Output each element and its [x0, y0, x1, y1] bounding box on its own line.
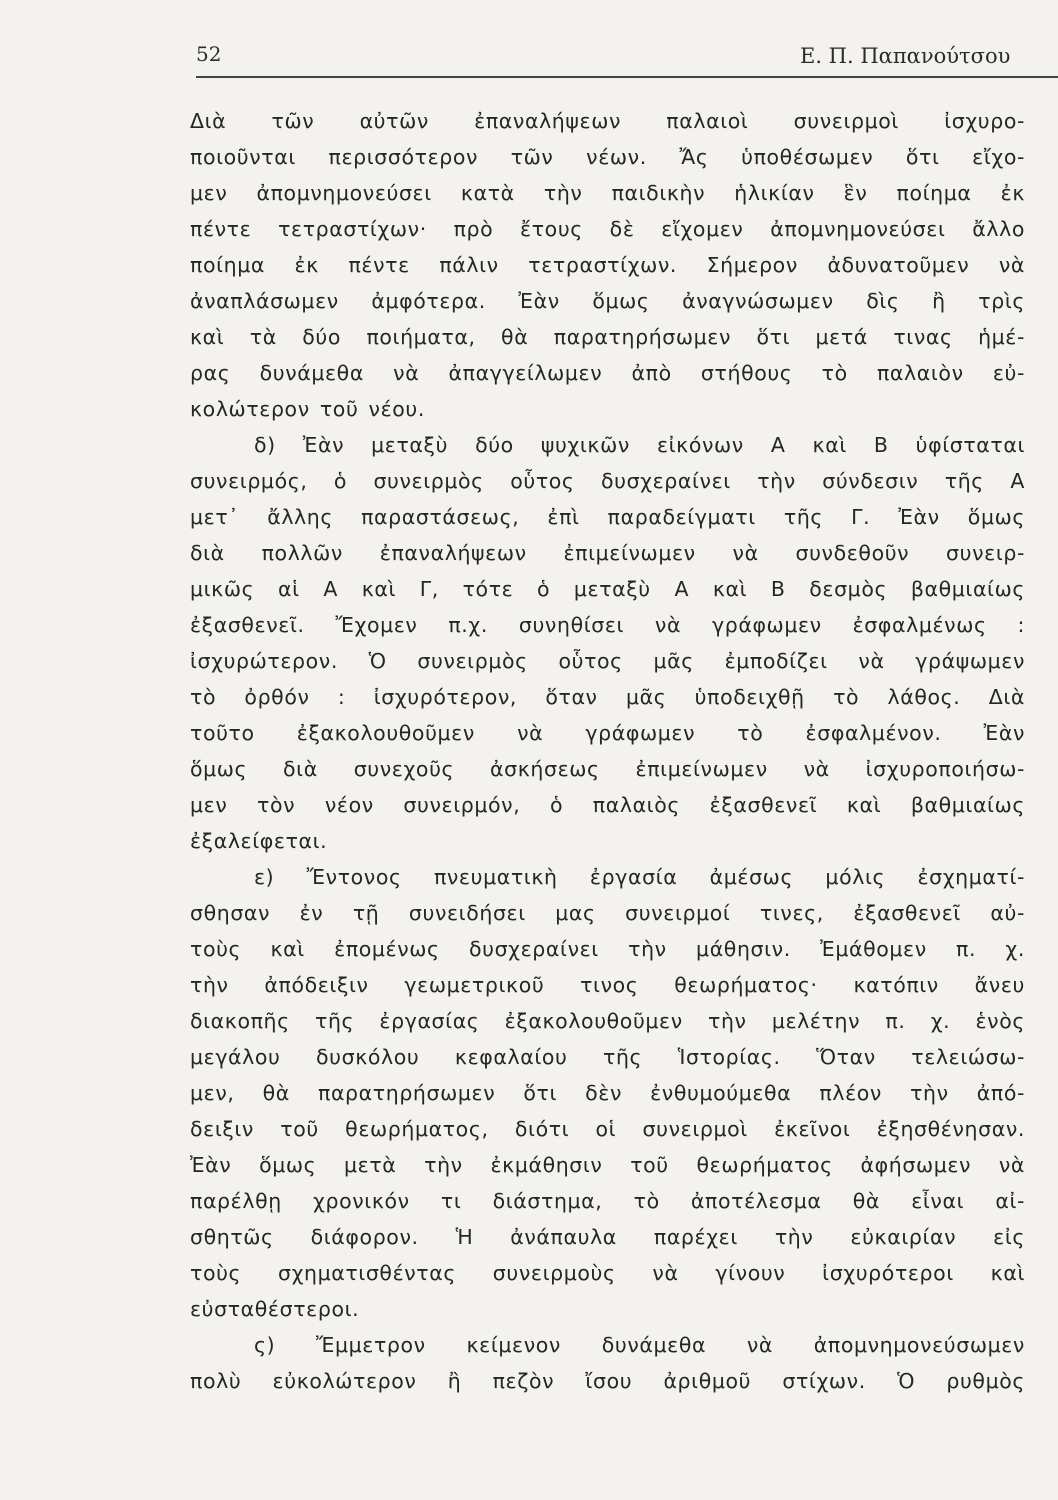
text-line: ἐξασθενεῖ. Ἔχομεν π.χ. συνηθίσει νὰ γράφωμεν ἐσφαλμένως :: [190, 613, 1025, 637]
text-line: σθησαν ἐν τῇ συνειδήσει μας συνειρμοί τινες, ἐξασθενεῖ αὐ-: [190, 901, 1025, 925]
text-line: ρας δυνάμεθα νὰ ἀπαγγείλωμεν ἀπὸ στήθους τὸ παλαιὸν εὐ-: [190, 361, 1025, 385]
text-line: πέντε τετραστίχων· πρὸ ἔτους δὲ εἴχομεν ἀπομνημονεύσει ἄλλο: [190, 217, 1025, 241]
text-line: ἰσχυρώτερον. Ὁ συνειρμὸς οὗτος μᾶς ἐμποδίζει νὰ γράψωμεν: [190, 649, 1025, 673]
header-rule: [196, 76, 1058, 78]
text-line: πολὺ εὐκολώτερον ἢ πεζὸν ἴσου ἀριθμοῦ στίχων. Ὁ ρυθμὸς: [190, 1369, 1025, 1393]
text-line: ς) Ἔμμετρον κείμενον δυνάμεθα νὰ ἀπομνημονεύσωμεν: [254, 1333, 1025, 1357]
text-line: εὐσταθέστεροι.: [190, 1297, 360, 1321]
text-line: Διὰ τῶν αὐτῶν ἐπαναλήψεων παλαιοὶ συνειρμοὶ ἰσχυρο-: [190, 109, 1025, 133]
running-head: Ε. Π. Παπανούτσου: [800, 44, 1011, 68]
text-line: σθητῶς διάφορον. Ἡ ἀνάπαυλα παρέχει τὴν εὐκαιρίαν εἰς: [190, 1225, 1025, 1249]
text-line: κολώτερον τοῦ νέου.: [190, 397, 425, 421]
text-line: καὶ τὰ δύο ποιήματα, θὰ παρατηρήσωμεν ὅτι μετά τινας ἡμέ-: [190, 325, 1025, 349]
text-line: δ) Ἐὰν μεταξὺ δύο ψυχικῶν εἰκόνων Α καὶ Β ὑφίσταται: [254, 433, 1025, 457]
text-line: μετ᾽ ἄλλης παραστάσεως, ἐπὶ παραδείγματι τῆς Γ. Ἐὰν ὅμως: [190, 505, 1025, 529]
text-line: δειξιν τοῦ θεωρήματος, διότι οἱ συνειρμοὶ ἐκεῖνοι ἐξησθένησαν.: [190, 1117, 1025, 1141]
text-line: ἐξαλείφεται.: [190, 829, 328, 853]
text-line: διὰ πολλῶν ἐπαναλήψεων ἐπιμείνωμεν νὰ συνδεθοῦν συνειρ-: [190, 541, 1025, 565]
text-line: μεγάλου δυσκόλου κεφαλαίου τῆς Ἱστορίας. Ὅταν τελειώσω-: [190, 1045, 1025, 1069]
text-line: ὅμως διὰ συνεχοῦς ἀσκήσεως ἐπιμείνωμεν νὰ ἰσχυροποιήσω-: [190, 757, 1025, 781]
text-line: τοὺς καὶ ἐπομένως δυσχεραίνει τὴν μάθησιν. Ἐμάθομεν π. χ.: [190, 937, 1025, 961]
text-line: τοὺς σχηματισθέντας συνειρμοὺς νὰ γίνουν ἰσχυρότεροι καὶ: [190, 1261, 1025, 1285]
page-number: 52: [196, 42, 222, 66]
text-line: Ἐὰν ὅμως μετὰ τὴν ἐκμάθησιν τοῦ θεωρήματος ἀφήσωμεν νὰ: [190, 1153, 1025, 1177]
text-line: μεν, θὰ παρατηρήσωμεν ὅτι δὲν ἐνθυμούμεθα πλέον τὴν ἀπό-: [190, 1081, 1025, 1105]
text-line: παρέλθῃ χρονικόν τι διάστημα, τὸ ἀποτέλεσμα θὰ εἶναι αἰ-: [190, 1189, 1025, 1213]
text-line: ἀναπλάσωμεν ἀμφότερα. Ἐὰν ὅμως ἀναγνώσωμεν δὶς ἢ τρὶς: [190, 289, 1025, 313]
text-line: ποιοῦνται περισσότερον τῶν νέων. Ἄς ὑποθέσωμεν ὅτι εἴχο-: [190, 145, 1025, 169]
body-text: [190, 103, 1025, 1399]
text-line: τὴν ἀπόδειξιν γεωμετρικοῦ τινος θεωρήματος· κατόπιν ἄνευ: [190, 973, 1025, 997]
text-line: μικῶς αἱ Α καὶ Γ, τότε ὁ μεταξὺ Α καὶ Β δεσμὸς βαθμιαίως: [190, 577, 1025, 601]
text-line: τοῦτο ἐξακολουθοῦμεν νὰ γράφωμεν τὸ ἐσφαλμένον. Ἐὰν: [190, 721, 1025, 745]
text-line: μεν ἀπομνημονεύσει κατὰ τὴν παιδικὴν ἡλικίαν ἓν ποίημα ἐκ: [190, 181, 1025, 205]
text-line: ε) Ἔντονος πνευματικὴ ἐργασία ἀμέσως μόλις ἐσχηματί-: [254, 865, 1025, 889]
text-line: διακοπῆς τῆς ἐργασίας ἐξακολουθοῦμεν τὴν μελέτην π. χ. ἑνὸς: [190, 1009, 1025, 1033]
text-line: συνειρμός, ὁ συνειρμὸς οὗτος δυσχεραίνει τὴν σύνδεσιν τῆς Α: [190, 469, 1025, 493]
text-line: μεν τὸν νέον συνειρμόν, ὁ παλαιὸς ἐξασθενεῖ καὶ βαθμιαίως: [190, 793, 1025, 817]
text-line: ποίημα ἐκ πέντε πάλιν τετραστίχων. Σήμερον ἀδυνατοῦμεν νὰ: [190, 253, 1025, 277]
text-line: τὸ ὀρθόν : ἰσχυρότερον, ὅταν μᾶς ὑποδειχθῇ τὸ λάθος. Διὰ: [190, 685, 1025, 709]
